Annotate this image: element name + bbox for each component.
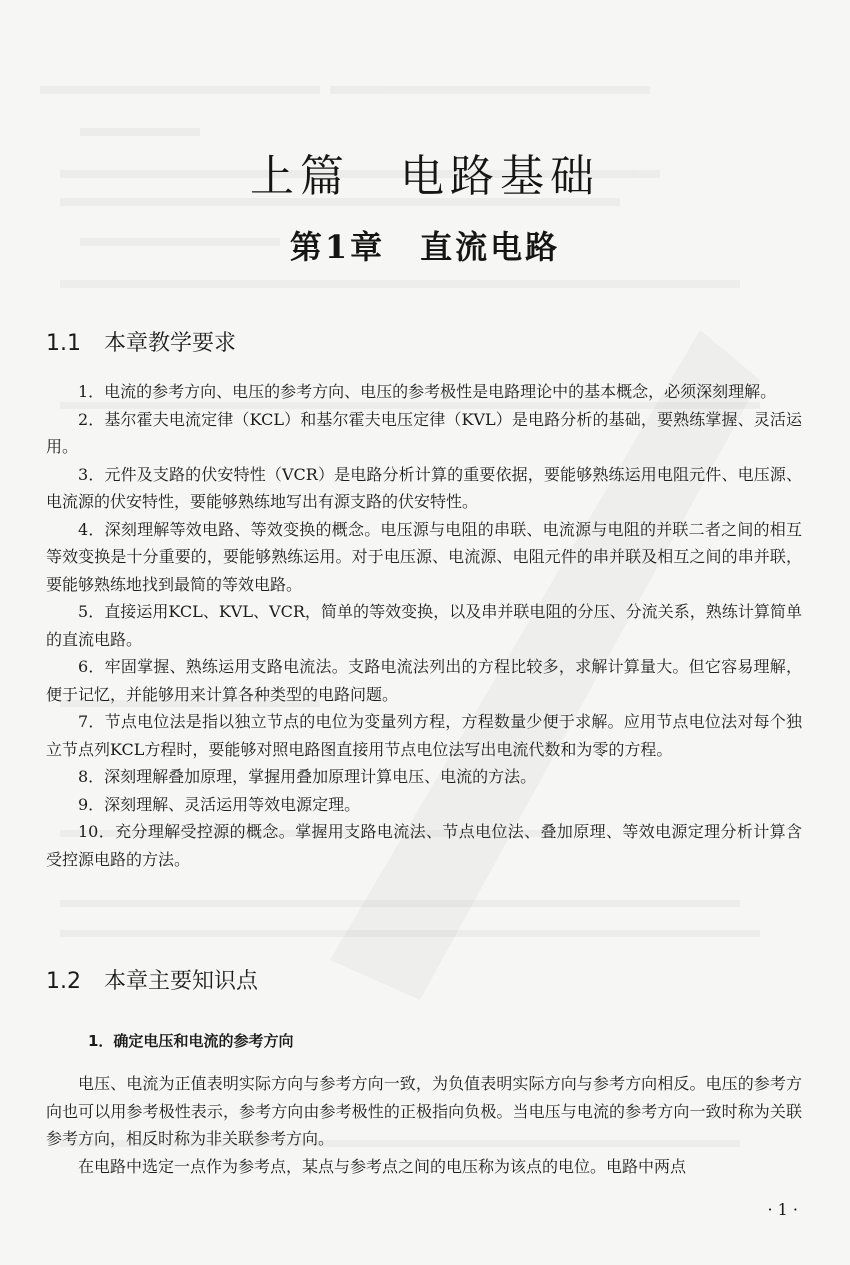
teaching-requirements-list — [46, 378, 802, 873]
paragraph: 电压、电流为正值表明实际方向与参考方向一致，为负值表明实际方向与参考方向相反。电压的参考方向也可以用参考极性表示，参考方向由参考极性的正极指向负极。当电压与电流的参考方向一致时称为关联参考方向，相反时称为非关联参考方向。 — [46, 1074, 802, 1148]
requirement-item: 1．电流的参考方向、电压的参考方向、电压的参考极性是电路理论中的基本概念，必须深刻理解。 — [78, 382, 777, 401]
section-heading-1-1 — [46, 326, 236, 357]
section-title: 本章主要知识点 — [104, 969, 259, 994]
requirement-item: 3．元件及支路的伏安特性（VCR）是电路分析计算的重要依据，要能够熟练运用电阻元件、电压源、电流源的伏安特性，要能够熟练地写出有源支路的伏安特性。 — [46, 464, 802, 511]
subsection-heading: 1．确定电压和电流的参考方向 — [88, 1032, 294, 1050]
requirement-item: 8．深刻理解叠加原理，掌握用叠加原理计算电压、电流的方法。 — [78, 767, 537, 786]
part-title: 上篇 电路基础 — [250, 151, 600, 202]
requirement-item: 4．深刻理解等效电路、等效变换的概念。电压源与电阻的串联、电流源与电阻的并联二者之间的相互等效变换是十分重要的，要能够熟练运用。对于电压源、电流源、电阻元件的串并联及相互之间的串并联，要能够熟练地找到最简的等效电路。 — [46, 519, 802, 594]
requirement-item: 5．直接运用KCL、KVL、VCR，简单的等效变换，以及串并联电阻的分压、分流关系，熟练计算简单的直流电路。 — [46, 602, 802, 649]
section-number: 1.2 — [46, 969, 81, 994]
section-heading-1-2 — [46, 964, 258, 995]
page-number: · 1 · — [767, 1200, 798, 1219]
requirement-item: 9．深刻理解、灵活运用等效电源定理。 — [78, 794, 361, 814]
section-number: 1.1 — [46, 331, 81, 356]
paragraph: 在电路中选定一点作为参考点，某点与参考点之间的电压称为该点的电位。电路中两点 — [78, 1156, 687, 1176]
requirement-item: 2．基尔霍夫电流定律（KCL）和基尔霍夫电压定律（KVL）是电路分析的基础，要熟练掌握、灵活运用。 — [46, 409, 802, 456]
requirement-item: 6．牢固掌握、熟练运用支路电流法。支路电流法列出的方程比较多，求解计算量大。但它容易理解，便于记忆，并能够用来计算各种类型的电路问题。 — [46, 657, 802, 704]
chapter-title: 第1章 直流电路 — [289, 228, 561, 266]
body-text — [46, 1070, 802, 1180]
requirement-item: 10．充分理解受控源的概念。掌握用支路电流法、节点电位法、叠加原理、等效电源定理分析计算含受控源电路的方法。 — [46, 822, 802, 869]
requirement-item: 7．节点电位法是指以独立节点的电位为变量列方程，方程数量少便于求解。应用节点电位法对每个独立节点列KCL方程时，要能够对照电路图直接用节点电位法写出电流代数和为零的方程。 — [46, 712, 802, 759]
section-title: 本章教学要求 — [104, 331, 237, 356]
